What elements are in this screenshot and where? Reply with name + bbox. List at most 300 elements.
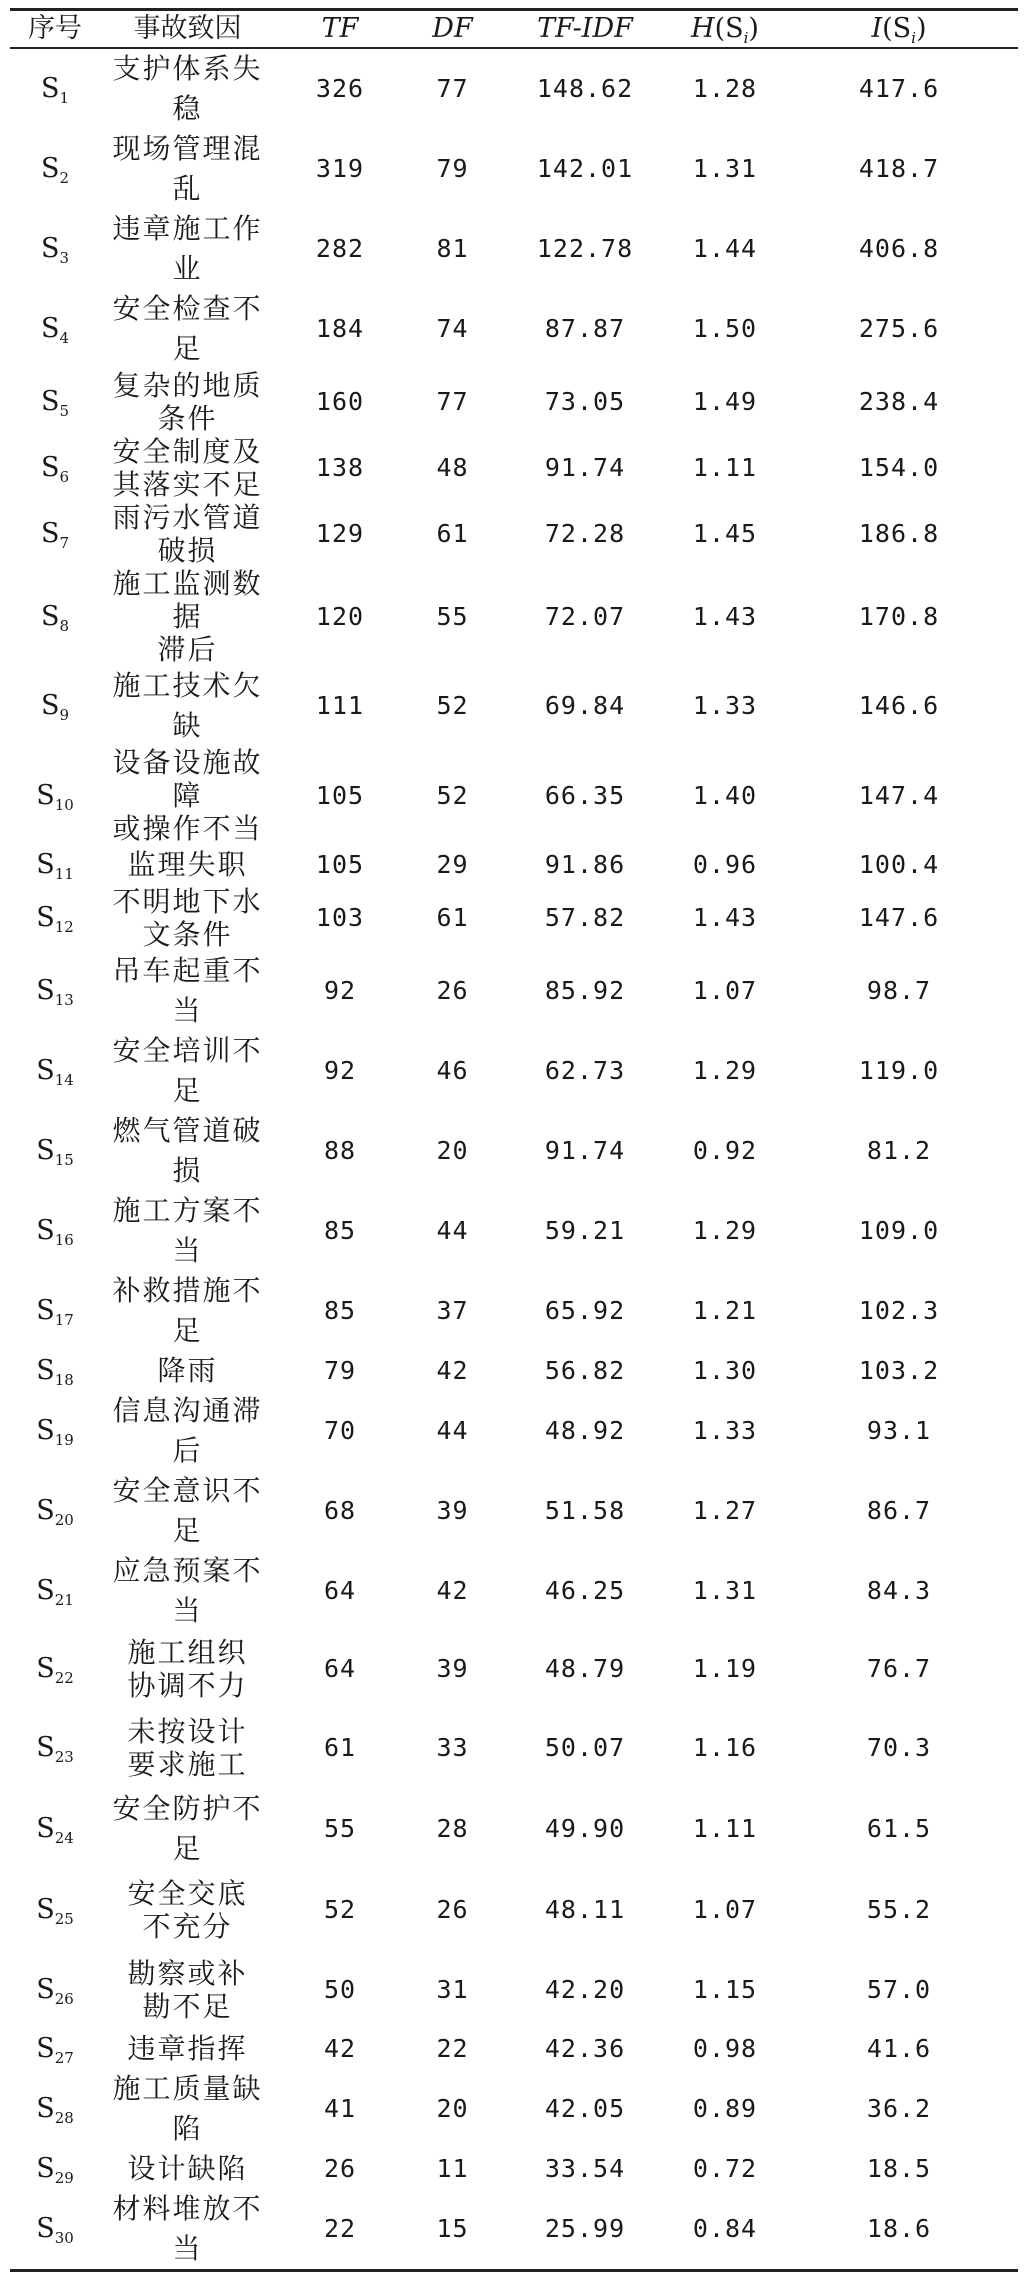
table-row	[10, 2029, 1018, 2069]
cell-h: 1.15	[692, 1975, 758, 2004]
header-seq: 序号	[10, 10, 100, 49]
cell-h: 1.43	[692, 903, 758, 932]
cell-cause	[100, 885, 275, 951]
cell-id-letter: S	[40, 233, 60, 264]
cell-tfidf: 46.25	[544, 1576, 626, 1605]
cell-id-letter: S	[36, 2093, 55, 2124]
cell-h: 1.28	[692, 74, 758, 103]
cell-cause	[100, 845, 275, 885]
cell-h: 0.98	[692, 2034, 758, 2063]
cause-line: 施工监测数据	[112, 567, 263, 633]
cell-tfidf: 72.07	[544, 601, 626, 631]
cell-id-subscript: 28	[54, 2109, 74, 2127]
cell-tfidf: 48.11	[544, 1895, 626, 1924]
cell-i: 76.7	[866, 1654, 932, 1683]
cell-tfidf: 49.90	[544, 1814, 626, 1843]
cell-df: 33	[436, 1733, 469, 1762]
cell-tf: 41	[323, 2094, 357, 2123]
cause-line: 安全培训不足	[112, 1034, 263, 1107]
cell-tfidf: 66.35	[544, 780, 626, 810]
header-cause: 事故致因	[100, 10, 275, 49]
cell-i: 154.0	[858, 453, 940, 482]
cell-h: 0.72	[692, 2154, 758, 2183]
cell-tf: 105	[315, 850, 365, 879]
cause-line: 协调不力	[127, 1669, 248, 1702]
cell-h: 1.27	[692, 1496, 758, 1525]
cell-df: 52	[436, 691, 469, 720]
cell-tf: 55	[323, 1814, 357, 1843]
cell-id	[10, 48, 100, 129]
table-row	[10, 1551, 1018, 1631]
cause-line: 安全意识不足	[112, 1474, 263, 1547]
cell-id-subscript: 26	[54, 1990, 74, 2008]
cell-cause	[100, 1551, 275, 1631]
cell-id-letter: S	[36, 2033, 55, 2064]
cause-line: 支护体系失稳	[112, 52, 263, 125]
cause-line: 安全检查不足	[112, 292, 263, 365]
cell-tfidf: 69.84	[544, 691, 626, 720]
cause-line: 破损	[157, 534, 218, 567]
table-row	[10, 885, 1018, 951]
table-row	[10, 1031, 1018, 1111]
cell-id-subscript: 30	[54, 2229, 74, 2247]
cell-h: 0.84	[670, 2189, 780, 2271]
cell-cause	[100, 1111, 275, 1191]
cell-df: 46	[436, 1056, 469, 1085]
cell-cause	[100, 567, 275, 666]
cell-cause	[100, 1271, 275, 1351]
cell-id	[10, 129, 100, 209]
cause-line: 滞后	[157, 633, 218, 666]
cell-tf: 111	[315, 691, 365, 720]
cell-id-subscript: 11	[54, 865, 74, 883]
cell-h: 1.29	[692, 1056, 758, 1085]
cell-df: 77	[436, 387, 469, 416]
cell-tfidf: 65.92	[544, 1296, 626, 1325]
cell-cause	[100, 666, 275, 746]
cell-id-letter: S	[36, 779, 55, 811]
table-row	[10, 1271, 1018, 1351]
cause-line: 安全交底	[127, 1877, 248, 1910]
cell-h: 1.30	[692, 1356, 758, 1385]
cell-cause	[100, 48, 275, 129]
cell-id-letter: S	[40, 73, 60, 104]
cell-i: 98.7	[866, 976, 932, 1005]
cell-df: 44	[436, 1416, 469, 1445]
cell-cause	[100, 2149, 275, 2189]
table-row	[10, 369, 1018, 435]
cell-tf: 120	[315, 601, 365, 631]
cell-df: 39	[436, 1654, 469, 1683]
cell-id-subscript: 9	[59, 706, 70, 724]
cell-i: 41.6	[866, 2034, 932, 2063]
cell-id	[10, 845, 100, 885]
table-row	[10, 746, 1018, 845]
cell-id-letter: S	[36, 975, 55, 1006]
cell-h: 1.07	[692, 976, 758, 1005]
cell-cause	[100, 2069, 275, 2149]
cell-id-letter: S	[40, 690, 60, 721]
cell-h: 1.11	[692, 1814, 758, 1843]
cell-tf: 129	[315, 519, 365, 548]
cell-cause	[100, 746, 275, 845]
cell-tfidf: 91.74	[544, 1136, 626, 1165]
cell-i: 61.5	[866, 1814, 932, 1843]
cell-id-letter: S	[40, 600, 60, 632]
cell-id-letter: S	[40, 452, 60, 483]
cell-tfidf: 122.78	[536, 234, 634, 263]
cell-tf: 79	[323, 1356, 357, 1385]
cell-tf: 88	[323, 1136, 357, 1165]
cause-line: 违章指挥	[127, 2032, 248, 2065]
table-row	[10, 1391, 1018, 1471]
cell-id-subscript: 16	[54, 1231, 74, 1249]
table-row	[10, 1351, 1018, 1391]
cell-id-subscript: 17	[54, 1311, 74, 1329]
header-i: $I(S_i)$	[780, 10, 1018, 49]
cell-i: 146.6	[858, 691, 940, 720]
cell-id	[10, 885, 100, 951]
cell-df: 37	[436, 1296, 469, 1325]
cell-tf: 319	[315, 154, 365, 183]
cell-tf: 326	[315, 74, 365, 103]
table-row	[10, 129, 1018, 209]
cell-h: 0.96	[692, 850, 758, 879]
cell-cause	[100, 369, 275, 435]
cause-line: 安全制度及	[112, 435, 263, 468]
cell-cause	[100, 1471, 275, 1551]
header-h: $H(S_i)$	[670, 10, 780, 49]
cell-h: 1.31	[692, 154, 758, 183]
cell-tfidf: 62.73	[544, 1056, 626, 1085]
cell-id-letter: S	[36, 1355, 55, 1386]
cell-tfidf: 42.05	[544, 2094, 626, 2123]
cause-line: 或操作不当	[112, 812, 263, 845]
cause-line: 燃气管道破损	[112, 1114, 263, 1187]
cell-df: 48	[436, 453, 469, 482]
cell-id	[10, 2069, 100, 2149]
cell-i: 100.4	[858, 850, 940, 879]
cell-id-letter: S	[36, 1295, 55, 1326]
cell-i: 238.4	[858, 387, 940, 416]
table-row	[10, 845, 1018, 885]
cell-id-subscript: 24	[54, 1829, 74, 1847]
cell-h: 1.50	[692, 314, 758, 343]
cause-line: 施工质量缺陷	[112, 2072, 263, 2145]
cause-line: 现场管理混乱	[112, 132, 263, 205]
cell-i: 406.8	[858, 234, 940, 263]
table-row	[10, 2149, 1018, 2189]
cause-line: 设计缺陷	[127, 2152, 248, 2185]
table-row	[10, 289, 1018, 369]
cell-id	[10, 746, 100, 845]
cell-h: 1.49	[692, 387, 758, 416]
cause-line: 施工技术欠缺	[112, 669, 263, 742]
cell-h: 1.29	[692, 1216, 758, 1245]
cell-i: 70.3	[866, 1733, 932, 1762]
cell-cause	[100, 501, 275, 567]
cell-df: 20	[436, 1136, 469, 1165]
cell-tf: 105	[315, 780, 365, 810]
cell-df: 61	[436, 903, 469, 932]
cell-id	[10, 1191, 100, 1271]
accident-cause-table-container	[10, 8, 1018, 2272]
cell-id-subscript: 10	[54, 795, 74, 814]
cause-line: 信息沟通滞后	[112, 1394, 263, 1467]
cause-line: 勘察或补	[127, 1957, 248, 1990]
cell-tfidf: 42.36	[544, 2034, 626, 2063]
cell-i: 18.5	[866, 2154, 932, 2183]
cell-cause	[100, 1869, 275, 1951]
cell-df: 20	[436, 2094, 469, 2123]
cell-id-letter: S	[40, 313, 60, 344]
cell-df: 74	[436, 314, 469, 343]
cell-cause	[100, 209, 275, 289]
cell-tfidf: 48.92	[544, 1416, 626, 1445]
cell-df: 81	[436, 234, 469, 263]
cell-cause	[100, 435, 275, 501]
cell-df: 26	[436, 976, 469, 1005]
cell-df: 61	[436, 519, 469, 548]
cell-tf: 52	[323, 1895, 357, 1924]
table-row	[10, 435, 1018, 501]
cause-line: 勘不足	[142, 1990, 233, 2023]
cell-tf: 64	[323, 1654, 357, 1683]
cell-id-subscript: 29	[54, 2169, 74, 2187]
cell-tfidf: 42.20	[544, 1975, 626, 2004]
cell-id-letter: S	[36, 1495, 55, 1526]
cell-id	[10, 2029, 100, 2069]
cell-i: 418.7	[858, 154, 940, 183]
cell-id	[10, 666, 100, 746]
cell-tf: 85	[323, 1296, 357, 1325]
cell-id	[10, 1789, 100, 1869]
cell-i: 170.8	[858, 601, 940, 631]
cell-id-subscript: 19	[54, 1431, 74, 1449]
cell-id-subscript: 23	[54, 1748, 74, 1766]
cell-tf: 70	[323, 1416, 357, 1445]
cause-line: 其落实不足	[112, 468, 263, 501]
cell-tf: 160	[315, 387, 365, 416]
cell-tf: 184	[315, 314, 365, 343]
cell-id-subscript: 3	[59, 249, 70, 267]
cause-line: 施工组织	[127, 1636, 248, 1669]
cell-tfidf: 142.01	[536, 154, 634, 183]
cell-df: 29	[436, 850, 469, 879]
cell-h: 1.31	[692, 1576, 758, 1605]
cause-line: 不充分	[142, 1910, 233, 1943]
table-body	[10, 48, 1018, 2271]
cell-id-subscript: 2	[59, 169, 70, 187]
cell-cause	[100, 1631, 275, 1707]
cause-line: 设备设施故障	[112, 746, 263, 812]
cause-line: 材料堆放不当	[112, 2192, 263, 2265]
table-row	[10, 1191, 1018, 1271]
cell-i: 55.2	[866, 1895, 932, 1924]
cell-cause	[100, 1951, 275, 2029]
cell-id-letter: S	[36, 902, 55, 933]
cell-id	[10, 1031, 100, 1111]
cell-i: 57.0	[866, 1975, 932, 2004]
cell-cause	[100, 1707, 275, 1789]
cell-tfidf: 148.62	[536, 74, 634, 103]
cell-id-letter: S	[36, 1415, 55, 1446]
cell-i: 147.4	[858, 780, 940, 810]
cell-df: 39	[436, 1496, 469, 1525]
cell-cause	[100, 1191, 275, 1271]
cell-cause	[100, 2029, 275, 2069]
table-row	[10, 1951, 1018, 2029]
cell-h: 1.33	[692, 691, 758, 720]
cell-id	[10, 1271, 100, 1351]
cell-tf: 64	[323, 1576, 357, 1605]
cell-i: 119.0	[858, 1056, 940, 1085]
cell-id-subscript: 15	[54, 1151, 74, 1169]
cell-i: 81.2	[866, 1136, 932, 1165]
table-row	[10, 2069, 1018, 2149]
cell-id-letter: S	[36, 1653, 55, 1684]
cell-i: 103.2	[858, 1356, 940, 1385]
cause-line: 施工方案不当	[112, 1194, 263, 1267]
cell-id-letter: S	[36, 1575, 55, 1606]
cell-tf: 42	[323, 2034, 357, 2063]
cause-line: 降雨	[157, 1354, 218, 1387]
cell-id-letter: S	[36, 2213, 55, 2244]
cell-id-letter: S	[36, 1732, 55, 1763]
cell-h: 0.89	[692, 2094, 758, 2123]
cell-id	[10, 1869, 100, 1951]
cell-i: 102.3	[858, 1296, 940, 1325]
cell-h: 1.11	[692, 453, 758, 482]
cell-tfidf: 50.07	[544, 1733, 626, 1762]
cell-id	[10, 2149, 100, 2189]
table-row	[10, 501, 1018, 567]
cell-tfidf: 51.58	[544, 1496, 626, 1525]
cell-i: 417.6	[858, 74, 940, 103]
table-row	[10, 666, 1018, 746]
cause-line: 未按设计	[127, 1715, 248, 1748]
cause-line: 不明地下水	[112, 885, 263, 918]
cell-tfidf: 91.86	[544, 850, 626, 879]
table-row	[10, 1631, 1018, 1707]
cell-id-letter: S	[40, 153, 60, 184]
cell-df: 79	[436, 154, 469, 183]
table-row	[10, 1707, 1018, 1789]
cell-i: 186.8	[858, 519, 940, 548]
cause-line: 违章施工作业	[112, 212, 263, 285]
cell-id-subscript: 20	[54, 1511, 74, 1529]
cell-tf: 61	[323, 1733, 357, 1762]
cell-id-subscript: 7	[59, 534, 70, 552]
cell-df: 52	[436, 780, 469, 810]
cause-line: 文条件	[142, 918, 233, 951]
cell-id-letter: S	[36, 1894, 55, 1925]
cell-id-letter: S	[40, 518, 60, 549]
cell-h: 1.07	[692, 1895, 758, 1924]
cell-h: 1.19	[692, 1654, 758, 1683]
cell-df: 77	[436, 74, 469, 103]
table-row	[10, 567, 1018, 666]
table-row	[10, 1111, 1018, 1191]
cell-id-letter: S	[36, 1215, 55, 1246]
cell-cause	[100, 1391, 275, 1471]
cell-id	[10, 1551, 100, 1631]
cell-id	[10, 1391, 100, 1471]
table-row	[10, 209, 1018, 289]
cell-tfidf: 33.54	[544, 2154, 626, 2183]
cell-id-letter: S	[36, 849, 55, 880]
cell-i: 93.1	[866, 1416, 932, 1445]
cell-id-subscript: 4	[59, 329, 70, 347]
cause-line: 应急预案不当	[112, 1554, 263, 1627]
cell-id-subscript: 1	[59, 89, 70, 107]
cell-cause	[100, 951, 275, 1031]
cell-i: 18.6	[780, 2189, 1018, 2271]
cell-id-letter: S	[36, 1974, 55, 2005]
cell-id-subscript: 18	[54, 1371, 74, 1389]
table-row	[10, 2189, 1018, 2271]
cell-i: 275.6	[858, 314, 940, 343]
cell-h: 1.43	[692, 601, 758, 631]
cause-line: 雨污水管道	[112, 501, 263, 534]
cell-tf: 92	[323, 1056, 357, 1085]
cell-tf: 68	[323, 1496, 357, 1525]
cell-tfidf: 85.92	[544, 976, 626, 1005]
cell-id	[10, 567, 100, 666]
cell-id-subscript: 25	[54, 1910, 74, 1928]
table-row	[10, 48, 1018, 129]
cell-h: 0.92	[692, 1136, 758, 1165]
cell-h: 1.44	[692, 234, 758, 263]
cell-i: 147.6	[858, 903, 940, 932]
cell-cause	[100, 2189, 275, 2271]
cell-tf: 26	[323, 2154, 357, 2183]
cell-tfidf: 56.82	[544, 1356, 626, 1385]
cell-tfidf: 57.82	[544, 903, 626, 932]
header-tf: TF	[275, 10, 405, 49]
cell-df: 42	[436, 1576, 469, 1605]
header-row	[10, 10, 1018, 49]
cause-line: 安全防护不足	[112, 1792, 263, 1865]
cell-id	[10, 1951, 100, 2029]
cell-i: 84.3	[866, 1576, 932, 1605]
cell-df: 22	[436, 2034, 469, 2063]
cell-tf: 282	[315, 234, 365, 263]
table-row	[10, 1789, 1018, 1869]
header-df: DF	[405, 10, 500, 49]
cell-id-subscript: 22	[54, 1669, 74, 1687]
cause-line: 条件	[157, 402, 218, 435]
cell-df: 44	[436, 1216, 469, 1245]
cell-i: 109.0	[858, 1216, 940, 1245]
cell-id-letter: S	[36, 1813, 55, 1844]
cell-id	[10, 1707, 100, 1789]
cause-line: 复杂的地质	[112, 369, 263, 402]
cell-tf: 103	[315, 903, 365, 932]
cell-id-subscript: 14	[54, 1071, 74, 1089]
cell-id-subscript: 21	[54, 1591, 74, 1609]
cell-tfidf: 73.05	[544, 387, 626, 416]
cell-tf: 92	[323, 976, 357, 1005]
cell-id	[10, 209, 100, 289]
cell-tfidf: 87.87	[544, 314, 626, 343]
cell-id	[10, 1471, 100, 1551]
cell-tfidf: 25.99	[500, 2189, 670, 2271]
cause-line: 补救措施不足	[112, 1274, 263, 1347]
cell-id	[10, 2189, 100, 2271]
cell-tfidf: 91.74	[544, 453, 626, 482]
cell-id-letter: S	[36, 1055, 55, 1086]
